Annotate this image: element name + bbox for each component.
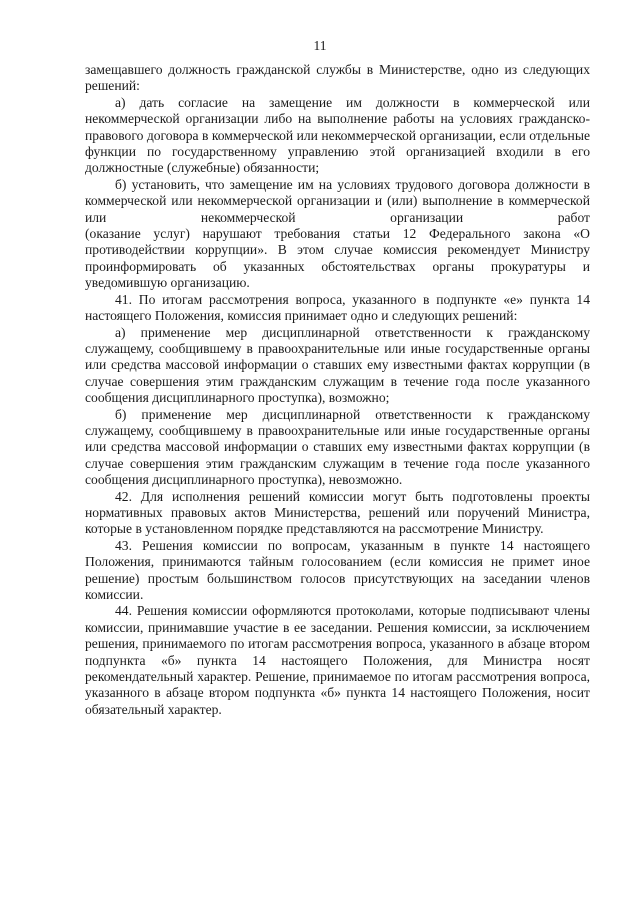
paragraph-intro: замещавшего должность гражданской службы в Министерстве, одно из следующих решений: (85, 62, 590, 94)
paragraph-41: 41. По итогам рассмотрения вопроса, указанного в подпункте «е» пункта 14 настоящего Положения, комиссия принимает одно и следующих решений: (85, 291, 590, 324)
paragraph-43: 43. Решения комиссии по вопросам, указанным в пункте 14 настоящего Положения, принимаются тайным голосованием (если комиссия не примет иное решение) простым большинством голосов присутствующих на заседании членов комиссии. (85, 537, 590, 602)
paragraph-40a: а) дать согласие на замещение им должности в коммерческой или некоммерческой организации либо на выполнение работы на условиях гражданско-правового договора в коммерческой или некоммерческой организации, если отдельные функции по государственному управлению этой организацией входили в его должностные (служебные) обязанности; (85, 94, 590, 176)
paragraph-44: 44. Решения комиссии оформляются протоколами, которые подписывают члены комиссии, принимавшие участие в ее заседании. Решения комиссии, за исключением решения, принимаемого по итогам рассмотрения вопроса, указанного в абзаце втором подпункта «б» пункта 14 настоящего Положения, для Министра носят рекомендательный характер. Решение, принимаемое по итогам рассмотрения вопроса, указанного в абзаце втором подпункта «б» пункта 14 настоящего Положения, носит обязательный характер. (85, 603, 590, 717)
paragraph-40b-cont: (оказание услуг) нарушают требования статьи 12 Федерального закона «О противодействии коррупции». В этом случае комиссия рекомендует Министру проинформировать об указанных обстоятельствах органы прокуратуры и уведомившую организацию. (85, 226, 590, 291)
page-number: 11 (313, 38, 327, 53)
paragraph-41b: б) применение мер дисциплинарной ответственности к гражданскому служащему, сообщившему в правоохранительные или иные государственные органы или средства массовой информации о ставших ему известными фактах коррупции (в случае совершения этим гражданским служащим в течение года после указанного сообщения дисциплинарного проступка), невозможно. (85, 406, 590, 488)
paragraph-41a: а) применение мер дисциплинарной ответственности к гражданскому служащему, сообщившему в правоохранительные или иные государственные органы или средства массовой информации о ставших ему известными фактах коррупции (в случае совершения этим гражданским служащим в течение года после указанного сообщения дисциплинарного проступка), возможно; (85, 324, 590, 406)
paragraph-42: 42. Для исполнения решений комиссии могут быть подготовлены проекты нормативных правовых актов Министерства, решений или поручений Министра, которые в установленном порядке представляются на рассмотрение Министру. (85, 488, 590, 537)
paragraph-40b: б) установить, что замещение им на условиях трудового договора должности в коммерческой или некоммерческой организации и (или) выполнение в коммерческой или некоммерческой организации работ (85, 176, 590, 225)
document-body (85, 62, 590, 718)
